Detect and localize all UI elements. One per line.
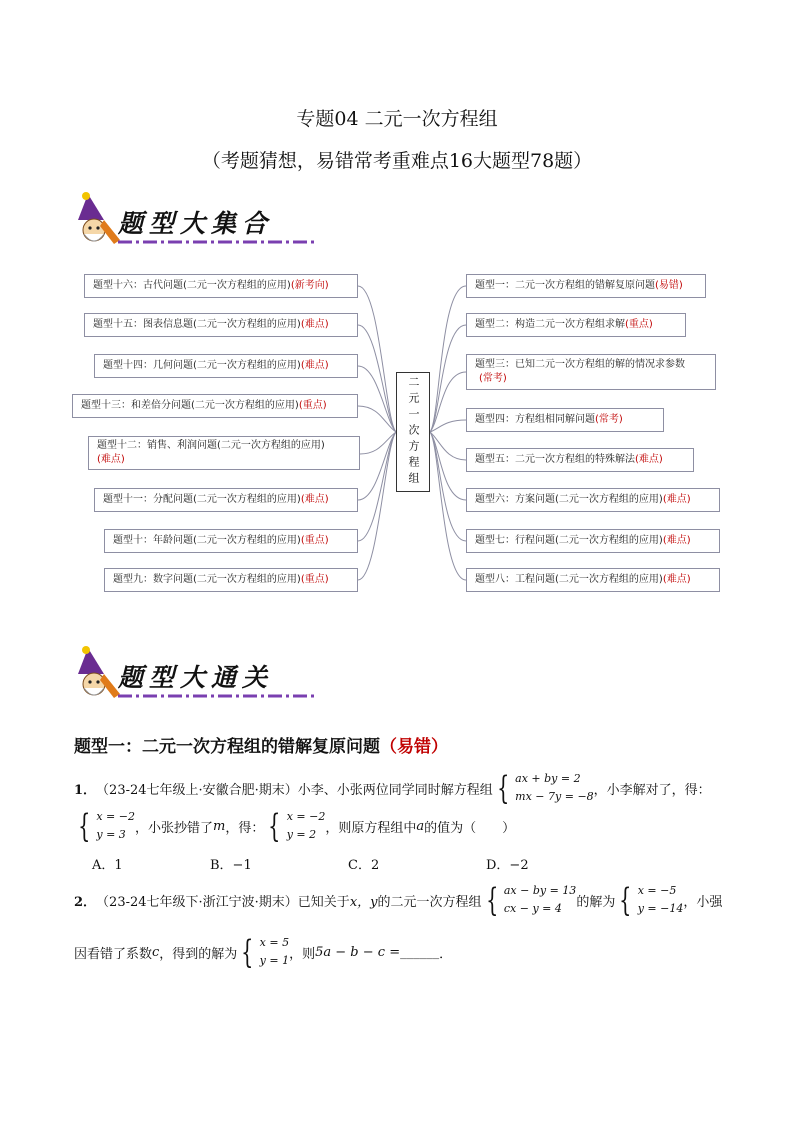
item-label: 题型四：方程组相同解问题 [475, 414, 595, 425]
mindmap-left-item [72, 394, 358, 418]
solution-row: y = 3 [96, 828, 126, 841]
item-tag: (新考向) [290, 280, 329, 291]
question-source: （23-24七年级上·安徽合肥·期末） [96, 782, 298, 798]
item-label: 题型十六：古代问题(二元一次方程组的应用) [93, 280, 291, 291]
question-1-line-1 [74, 770, 711, 806]
item-tag: (易错) [655, 280, 683, 291]
solution-row: y = −14 [637, 902, 684, 915]
question-text: ，小强 [683, 894, 723, 910]
question-text: 的值为（ ） [424, 820, 516, 836]
option-a[interactable]: A．1 [92, 858, 123, 873]
solution-row: y = 1 [259, 954, 290, 967]
question-text: ，则 [289, 946, 316, 962]
banner-underline [118, 694, 314, 698]
wizard-icon [74, 644, 122, 702]
solution-row: x = −2 [96, 810, 135, 823]
page-subtitle: （考题猜想，易错常考重难点16大题型78题） [201, 150, 593, 172]
item-label: 题型十：年龄问题(二元一次方程组的应用) [113, 535, 301, 546]
item-tag: (难点) [300, 319, 329, 330]
equation-row: ax − by = 13 [503, 884, 577, 897]
mindmap-right-item [466, 408, 664, 432]
question-text: 因看错了系数 [74, 946, 153, 962]
mindmap-left-item [94, 488, 358, 512]
mindmap-center: 二元一次方程组 [396, 372, 430, 492]
question-text: ，小李解对了，得： [593, 782, 711, 798]
equation-row: mx − 7y = −8 [515, 790, 594, 803]
question-text: 已知关于 [297, 894, 350, 910]
item-label: 题型十四：几何问题(二元一次方程组的应用) [103, 360, 301, 371]
banner-practice-text: 题型大通关 [118, 663, 274, 692]
item-label: 题型二：构造二元一次方程组求解 [475, 319, 625, 330]
item-label: 题型十一：分配问题(二元一次方程组的应用) [103, 494, 301, 505]
question-2-line-2 [74, 934, 452, 970]
item-label: 题型七：行程问题(二元一次方程组的应用) [475, 535, 663, 546]
mindmap-left-item [84, 313, 358, 337]
mindmap-right-item [466, 274, 706, 298]
banner-collection-text: 题型大集合 [118, 209, 274, 238]
equation-system: { ax + by = 2 mx − 7y = −8 [496, 769, 594, 807]
mindmap-left-item [104, 529, 358, 553]
option-d[interactable]: D．−2 [486, 858, 529, 873]
question-text: 小李、小张两位同学同时解方程组 [297, 782, 493, 798]
mindmap-left-item [94, 354, 358, 378]
item-tag: (难点) [662, 535, 691, 546]
question-text: 的解为 [576, 894, 616, 910]
mindmap-right-item [466, 529, 720, 553]
mindmap-left-item [88, 436, 360, 470]
question-number: 1． [74, 782, 97, 798]
solution-row: y = 2 [286, 828, 317, 841]
question-text: ． [439, 946, 453, 962]
section-heading [74, 732, 448, 757]
item-tag: (常考) [595, 414, 623, 425]
variable: m [213, 818, 226, 834]
item-tag: (常考) [479, 373, 507, 384]
item-label: 题型五：二元一次方程组的特殊解法 [475, 454, 635, 465]
question-text: ，小张抄错了 [135, 820, 214, 836]
equation-system: { ax − by = 13 cx − y = 4 [485, 881, 577, 919]
item-label: 题型八：工程问题(二元一次方程组的应用) [475, 574, 663, 585]
item-label: 题型九：数字问题(二元一次方程组的应用) [113, 574, 301, 585]
mindmap-right-item [466, 354, 716, 390]
solution-system: { x = −2 y = 3 [78, 807, 135, 845]
item-tag: (重点) [300, 574, 329, 585]
question-2-line-1 [74, 882, 722, 918]
solution-row: x = 5 [259, 936, 290, 949]
item-tag: (难点) [97, 454, 125, 465]
solution-system: { x = −2 y = 2 [268, 807, 326, 845]
question-text: ，得： [225, 820, 265, 836]
answer-blank[interactable]: ______ [400, 944, 440, 960]
question-1-line-2 [74, 808, 515, 844]
solution-row: x = −5 [637, 884, 677, 897]
item-label: 题型六：方案问题(二元一次方程组的应用) [475, 494, 663, 505]
mindmap-left-item [104, 568, 358, 592]
equation-row: ax + by = 2 [515, 772, 581, 785]
mindmap-right-item [466, 568, 720, 592]
mindmap-right-item [466, 488, 720, 512]
solution-system: { x = −5 y = −14 [619, 881, 684, 919]
item-tag: (难点) [300, 360, 329, 371]
item-label: 题型三：已知二元一次方程组的解的情况求参数 [475, 359, 685, 370]
item-label: 题型十三：和差倍分问题(二元一次方程组的应用) [81, 400, 299, 411]
banner-practice [74, 644, 294, 706]
section-heading-tag: （易错） [380, 737, 448, 757]
section-heading-text: 题型一：二元一次方程组的错解复原问题 [74, 737, 380, 757]
equation-row: cx − y = 4 [503, 902, 562, 915]
variable: x，y [349, 894, 378, 910]
page-title: 专题04 二元一次方程组 [296, 108, 498, 130]
question-number: 2． [74, 894, 97, 910]
question-text: ，得到的解为 [159, 946, 238, 962]
item-tag: (难点) [662, 574, 691, 585]
variable: a [416, 818, 425, 834]
question-text: 的二元一次方程组 [377, 894, 482, 910]
item-tag: (重点) [298, 400, 327, 411]
solution-system: { x = 5 y = 1 [241, 933, 290, 971]
item-label: 题型十五：图表信息题(二元一次方程组的应用) [93, 319, 301, 330]
variable: c [152, 944, 160, 960]
item-tag: (难点) [635, 454, 663, 465]
mindmap-left-item [84, 274, 358, 298]
question-text: ，则原方程组中 [325, 820, 417, 836]
item-label: 题型十二：销售、利润问题(二元一次方程组的应用) [97, 440, 325, 451]
item-tag: (难点) [300, 494, 329, 505]
mindmap-right-item [466, 448, 694, 472]
item-tag: (重点) [625, 319, 653, 330]
mindmap-right-item [466, 313, 686, 337]
item-tag: (重点) [300, 535, 329, 546]
item-tag: (难点) [662, 494, 691, 505]
option-c[interactable]: C．2 [348, 858, 380, 873]
solution-row: x = −2 [286, 810, 326, 823]
item-label: 题型一：二元一次方程组的错解复原问题 [475, 280, 655, 291]
question-source: （23-24七年级下·浙江宁波·期末） [96, 894, 298, 910]
option-b[interactable]: B．−1 [210, 858, 252, 873]
expression: 5a − b − c = [315, 944, 401, 960]
